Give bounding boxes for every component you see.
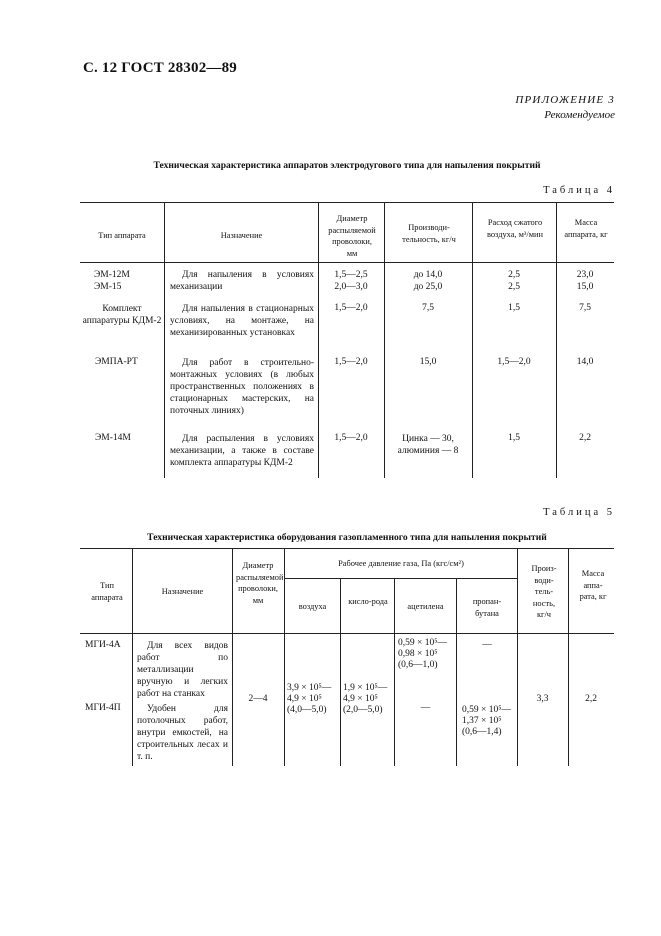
t4-row4-air: 1,5	[508, 433, 520, 443]
t4-h-air: Расход сжатого воздуха, м³/мин	[486, 218, 544, 239]
t4-row1-productivity: до 14,0 до 25,0	[413, 270, 443, 292]
t5-row1-purpose: Для всех видов работ по металлизации вручную и легких работ на станках	[137, 641, 228, 699]
t4-row4-diameter: 1,5—2,0	[334, 433, 368, 443]
t4-row3-air: 1,5—2,0	[497, 357, 531, 367]
table5-caption: Техническая характеристика оборудования газопламенного типа для напыления покрытий	[147, 532, 547, 543]
appendix-title: ПРИЛОЖЕНИЕ 3	[515, 94, 615, 106]
t5-vline-8	[568, 548, 569, 766]
t4-row1-purpose: Для напыления в условиях механизации	[170, 270, 314, 292]
t4-row1-diameter: 1,5—2,5 2,0—3,0	[334, 270, 368, 292]
t4-row2-diameter: 1,5—2,0	[334, 303, 368, 313]
t4-row1-air: 2,5 2,5	[508, 270, 520, 292]
t4-row2-mass: 7,5	[579, 303, 591, 313]
table5-top-rule	[80, 548, 614, 549]
t4-h-diameter: Диаметр распыляемой проволоки, мм	[328, 214, 376, 258]
table5-header-rule	[80, 633, 614, 634]
t4-row1-mass: 23,0 15,0	[576, 270, 594, 292]
t4-h-productivity: Производи-тельность, кг/ч	[402, 223, 456, 244]
t5-h-purpose: Назначение	[161, 587, 204, 596]
t4-row3-mass: 14,0	[576, 357, 594, 367]
t5-propane1: —	[482, 640, 492, 650]
t4-row1-type: ЭМ-12М ЭМ-15	[94, 270, 130, 292]
t4-h-mass: Масса аппарата, кг	[564, 218, 608, 239]
t5-h-propane: пропан-бутана	[472, 597, 502, 618]
t4-row2-productivity: 7,5	[422, 303, 434, 313]
t4-row3-diameter: 1,5—2,0	[334, 357, 368, 367]
t4-row2-purpose: Для напыления в стационарных условиях, на монтаже, на механизированных установках	[170, 304, 314, 338]
t5-vline-7	[517, 548, 518, 766]
t4-h-purpose: Назначение	[220, 231, 263, 240]
appendix-subtitle: Рекомендуемое	[544, 109, 615, 121]
t5-h-oxygen: кисло-рода	[348, 597, 388, 606]
t5-h-pressure: Рабочее давление газа, Па (кгс/см²)	[338, 559, 464, 568]
t5-vline-3	[284, 548, 285, 766]
page-header: С. 12 ГОСТ 28302—89	[83, 60, 237, 76]
t5-acetylene2: —	[420, 703, 431, 713]
t5-row2-purpose: Удобен для потолочных работ, внутри емкостей, на строительных лесах и т. п.	[137, 704, 228, 762]
t5-air: 3,9 × 10⁵— 4,9 × 10⁵ (4,0—5,0)	[287, 683, 332, 715]
t5-vline-6	[456, 578, 457, 766]
t4-h-type: Тип аппарата	[98, 231, 146, 240]
t4-row3-purpose: Для работ в строительно-монтажных условиях (в любых пространственных положениях в стационарных мастерских, на поточных линиях)	[170, 358, 314, 416]
t5-h-air: воздуха	[298, 602, 327, 611]
t5-mass: 2,2	[585, 694, 597, 704]
t5-h-productivity: Произ-води-тель-ность, кг/ч	[531, 564, 557, 619]
table4-top-rule	[80, 202, 614, 203]
t5-vline-2	[232, 548, 233, 766]
t5-h-acetylene: ацетилена	[407, 602, 444, 611]
t5-row2-type: МГИ-4П	[85, 703, 121, 713]
t5-vline-4	[340, 578, 341, 766]
table5-label: Таблица 5	[543, 507, 615, 518]
t4-row2-air: 1,5	[508, 303, 520, 313]
table4-header-rule	[80, 262, 614, 263]
t5-propane2: 0,59 × 10⁵— 1,37 × 10⁵ (0,6—1,4)	[462, 705, 512, 737]
t4-row4-purpose: Для распыления в условиях механизации, а также в составе комплекта аппаратуры КДМ-2	[170, 434, 314, 468]
t4-row4-mass: 2,2	[579, 433, 591, 443]
appendix-block	[515, 93, 615, 123]
t4-row2-type: Комплект аппаратуры КДМ-2	[82, 304, 162, 326]
t4-row4-productivity: Цинка — 30, алюминия — 8	[397, 434, 459, 456]
t5-row1-type: МГИ-4А	[85, 640, 121, 650]
t5-h-mass: Масса аппа-рата, кг	[579, 569, 607, 601]
t4-row3-type: ЭМПА-РТ	[95, 357, 138, 367]
t5-vline-1	[132, 548, 133, 766]
table4-label: Таблица 4	[543, 185, 615, 196]
t4-row4-type: ЭМ-14М	[95, 433, 131, 443]
t5-h-diameter: Диаметр распыляемой проволоки, мм	[236, 561, 284, 605]
t5-diameter: 2—4	[248, 694, 268, 704]
table5-pressure-rule	[284, 578, 517, 579]
t5-acetylene1: 0,59 × 10⁵— 0,98 × 10⁵ (0,6—1,0)	[398, 638, 448, 670]
t5-productivity: 3,3	[536, 694, 549, 704]
t5-oxygen: 1,9 × 10⁵— 4,9 × 10⁵ (2,0—5,0)	[343, 683, 388, 715]
table4-caption: Техническая характеристика аппаратов электродугового типа для напыления покрытий	[153, 160, 541, 171]
t4-row3-productivity: 15,0	[419, 357, 437, 367]
t4-vline-1	[164, 202, 165, 478]
t5-h-type: Тип аппарата	[91, 581, 123, 602]
